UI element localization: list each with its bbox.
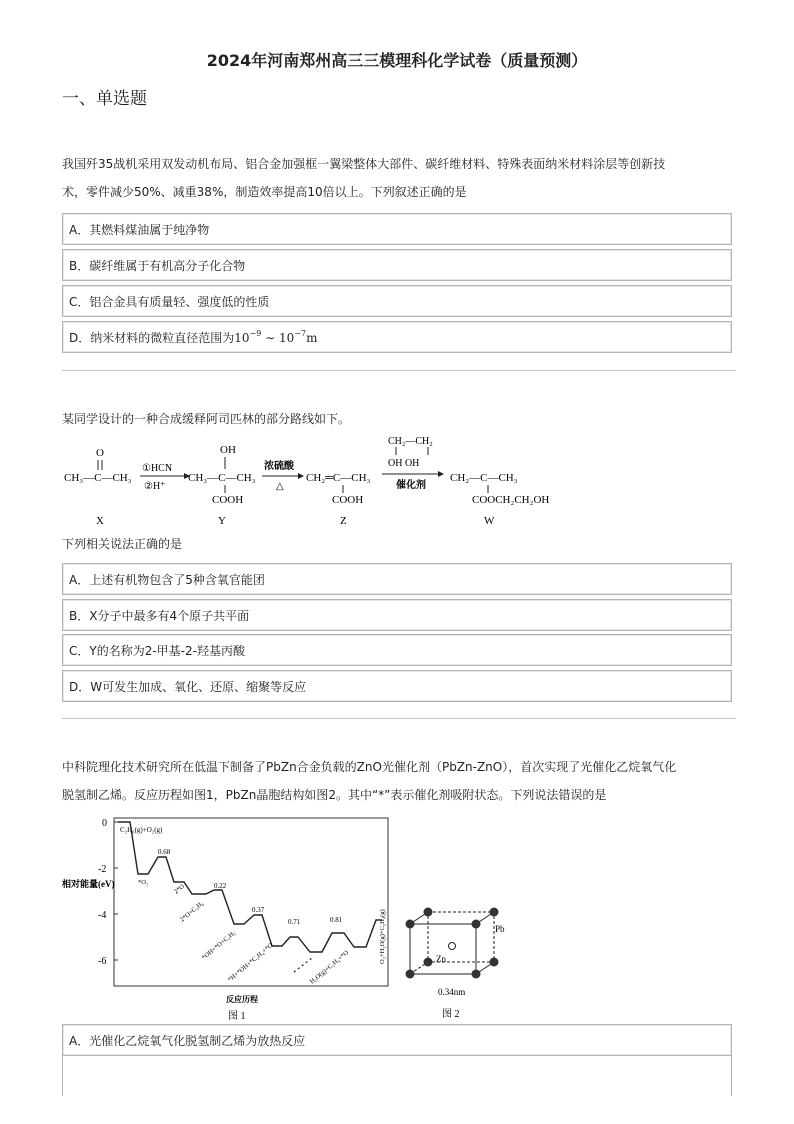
step1-top: ①HCN xyxy=(142,463,173,474)
fig1-value-3: 0.71 xyxy=(288,918,301,926)
pb-atom xyxy=(406,920,415,929)
fig2-edge-length: 0.34nm xyxy=(438,987,466,997)
pb-atom xyxy=(406,970,415,979)
fig1-state-3: *OH+*O+C₂H₅ xyxy=(200,929,238,962)
y-oh: OH xyxy=(220,444,236,456)
fig1-value-0: 0.68 xyxy=(158,848,171,856)
z-cooh: COOH xyxy=(332,494,364,506)
step3-reagent-oh: OH OH xyxy=(388,458,420,469)
step3-bottom: 催化剂 xyxy=(396,480,426,491)
fig1-ylabel: 相对能量(eV) xyxy=(62,879,115,889)
figure-2-unit-cell xyxy=(402,904,512,1024)
fig1-dotted-segment xyxy=(294,958,312,972)
pb-atom xyxy=(472,970,481,979)
q1-option-d[interactable] xyxy=(62,321,732,353)
figure-1-energy-profile xyxy=(62,812,392,1022)
pb-atom xyxy=(472,920,481,929)
math-base-1: 10 xyxy=(234,331,250,345)
step2-arrowhead xyxy=(298,473,304,479)
question-2-stem: 某同学设计的一种合成缓释阿司匹林的部分路线如下。 xyxy=(62,412,351,426)
fig1-value-2: 0.37 xyxy=(252,906,265,914)
fig2-caption: 图 2 xyxy=(442,1009,460,1020)
q1-option-d-text: D．纳米材料的微粒直径范围为 xyxy=(69,331,235,345)
fig1-ytick-0: 0 xyxy=(102,818,107,829)
math-exp-2: −7 xyxy=(294,329,307,338)
q3-option-a[interactable]: A．光催化乙烷氧气化脱氢制乙烯为放热反应 xyxy=(62,1024,732,1056)
zn-atom xyxy=(449,943,456,950)
pb-atom xyxy=(490,908,499,917)
q2-option-c[interactable]: C．Y的名称为2-甲基-2-羟基丙酸 xyxy=(62,634,732,666)
math-base-2: 10 xyxy=(279,331,295,345)
fig1-energy-curve xyxy=(118,822,382,952)
fig1-start-label: C₂H₆(g)+O₂(g) xyxy=(120,826,163,834)
cell-front-face xyxy=(410,924,476,974)
fig1-state-0: *O₂ xyxy=(138,879,149,886)
z-formula: CH₂═C—CH₃ xyxy=(306,472,371,484)
q3-option-b-partial[interactable] xyxy=(62,1056,732,1096)
math-exp-1: −9 xyxy=(249,329,262,338)
math-unit: m xyxy=(306,331,318,345)
y-label: Y xyxy=(218,515,226,527)
z-label: Z xyxy=(340,515,347,527)
fig1-caption: 图 1 xyxy=(228,1011,246,1022)
w-formula: CH₂—C—CH₃ xyxy=(450,472,518,484)
w-label: W xyxy=(484,515,495,527)
document-title: 2024年河南郑州高三三模理科化学试卷（质量预测） xyxy=(206,51,588,70)
fig2-zn-label: Zn xyxy=(436,954,446,964)
step3-arrowhead xyxy=(438,471,444,477)
fig2-pb-label: Pb xyxy=(495,924,505,934)
synthesis-route-scheme xyxy=(60,436,600,528)
pb-atom xyxy=(490,958,499,967)
fig1-ytick-2: -4 xyxy=(98,910,107,921)
q1-option-c[interactable]: C．铝合金具有质量轻、强度低的性质 xyxy=(62,285,732,317)
fig1-state-1: 2*O xyxy=(172,882,186,896)
math-sim: ∼ xyxy=(261,331,280,345)
fig1-state-6: O₂+H₂O(g)+C₂H₄(g) xyxy=(379,909,386,964)
q2-option-d[interactable]: D．W可发生加成、氧化、还原、缩聚等反应 xyxy=(62,670,732,702)
x-formula: CH₃—C—CH₃ xyxy=(64,472,132,484)
fig1-state-4: *H+*OH+*C₂H₄+*O xyxy=(226,941,275,984)
question-1-stem-line-2: 术，零件减少50%、减重38%，制造效率提高10倍以上。下列叙述正确的是 xyxy=(62,185,467,199)
step3-reagent: CH₂—CH₂ xyxy=(388,436,433,447)
fig1-xlabel: 反应历程 xyxy=(226,995,258,1004)
fig1-value-4: 0.81 xyxy=(330,916,343,924)
step2-top: 浓硫酸 xyxy=(264,461,294,472)
step2-bottom: △ xyxy=(276,481,284,492)
y-cooh: COOH xyxy=(212,494,244,506)
pb-atom xyxy=(424,958,433,967)
fig1-ytick-3: -6 xyxy=(98,956,107,967)
fig1-state-2: 2*O+C₂H₆ xyxy=(178,899,206,924)
q2-option-b[interactable]: B．X分子中最多有4个原子共平面 xyxy=(62,599,732,631)
q1-option-d-math xyxy=(234,331,317,345)
step1-bottom: ②H⁺ xyxy=(144,481,166,492)
question-2-sub: 下列相关说法正确的是 xyxy=(62,537,183,551)
section-heading: 一、单选题 xyxy=(62,89,147,109)
question-1-stem-line-1: 我国歼35战机采用双发动机布局、铝合金加强框一翼梁整体大部件、碳纤维材料、特殊表面纳米材料涂层等创新技 xyxy=(62,157,666,171)
pb-atom xyxy=(424,908,433,917)
question-separator-2 xyxy=(62,718,736,719)
q1-option-a[interactable]: A．其燃料煤油属于纯净物 xyxy=(62,213,732,245)
question-3-stem-line-2: 脱氢制乙烯。反应历程如图1，PbZn晶胞结构如图2。其中“*”表示催化剂吸附状态。下列说法错误的是 xyxy=(62,788,607,802)
question-3-stem-line-1: 中科院理化技术研究所在低温下制备了PbZn合金负载的ZnO光催化剂（PbZn-ZnO），首次实现了光催化乙烷氧气化 xyxy=(62,760,677,774)
fig1-ytick-1: -2 xyxy=(98,864,107,875)
y-formula: CH₃—C—CH₃ xyxy=(188,472,256,484)
fig1-value-1: 0.22 xyxy=(214,882,227,890)
q1-option-b[interactable]: B．碳纤维属于有机高分子化合物 xyxy=(62,249,732,281)
fig1-state-5: H₂O(g)+C₂H₄+*O xyxy=(308,949,351,986)
x-label: X xyxy=(96,515,104,527)
question-separator-1 xyxy=(62,370,736,371)
question-3-stem xyxy=(62,753,740,809)
x-carbonyl-o: O xyxy=(96,447,104,459)
w-ester: COOCH₂CH₂OH xyxy=(472,494,550,506)
question-1-stem xyxy=(62,150,740,206)
q2-option-a[interactable]: A．上述有机物包含了5种含氧官能团 xyxy=(62,563,732,595)
